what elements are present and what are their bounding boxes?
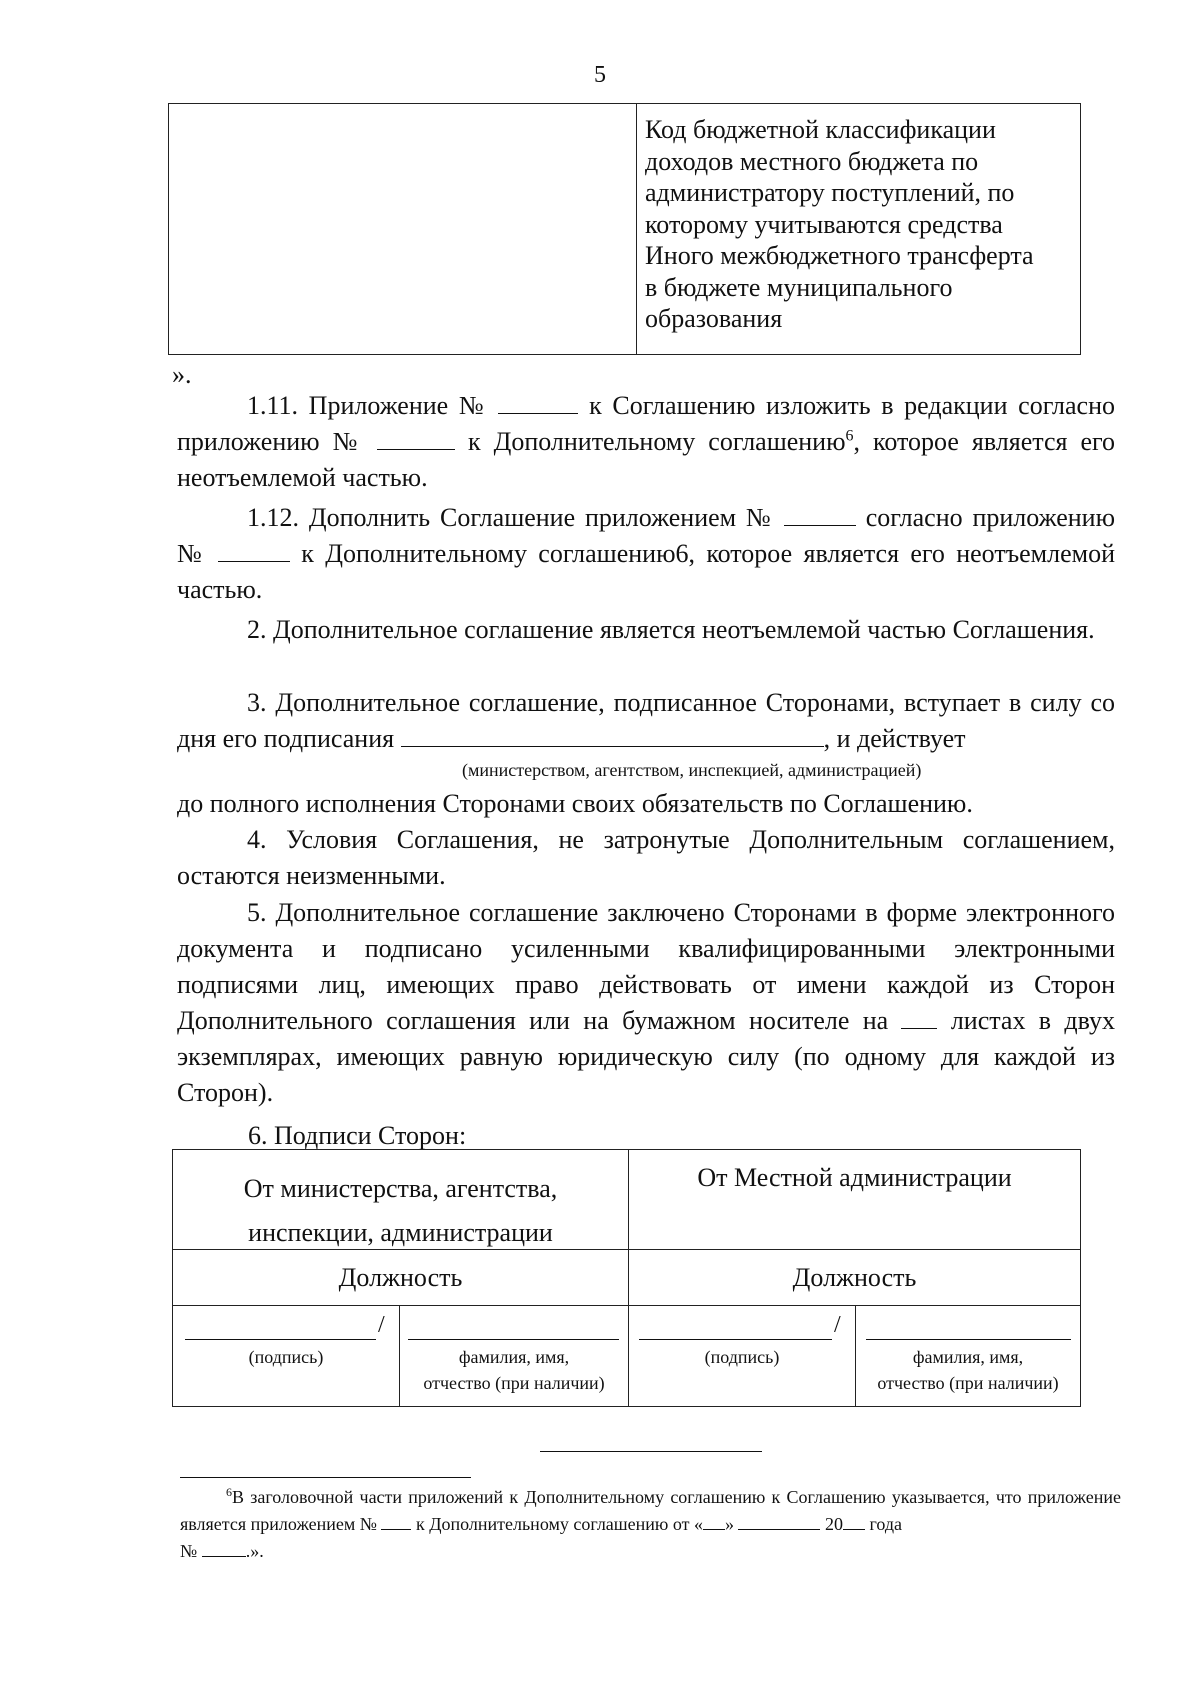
blank-line — [738, 1514, 820, 1530]
blank-line — [901, 1006, 937, 1029]
blank-line — [401, 724, 824, 747]
paragraph-4 — [177, 822, 1115, 894]
paragraph-text: к Дополнительному соглашению6, которое является его неотъемлемой частью. — [177, 539, 1116, 604]
name-caption-line: отчество (при наличии) — [423, 1373, 605, 1393]
paragraph-text: , которое является его неотъемлемой частью. — [177, 427, 1116, 492]
footnote-text: » — [724, 1514, 734, 1534]
footnote-text: В заголовочной части приложений к Дополнительному соглашению к Соглашению указывается, что приложение является приложением № — [180, 1487, 1121, 1534]
signature-cell-left — [173, 1306, 400, 1407]
paragraph-2 — [177, 612, 1115, 648]
paragraph-text: 5. Дополнительное соглашение заключено Сторонами в форме электронного документа и подписано усиленными квалифицированными электронными подписями лиц, имеющих право действовать от имени каждой из Сторон Дополнительного соглашения или на бумажном носителе на — [177, 898, 1115, 1035]
budget-code-line: доходов местного бюджета по — [645, 146, 979, 176]
budget-code-cell — [637, 104, 1081, 355]
budget-code-line: Код бюджетной классификации — [645, 115, 996, 144]
paragraph-3-cont — [177, 786, 1115, 822]
name-caption-line: отчество (при наличии) — [877, 1373, 1059, 1393]
name-line — [866, 1339, 1071, 1340]
name-caption-line: фамилия, имя, — [458, 1347, 570, 1367]
paragraph-text: 3. Дополнительное соглашение, подписанное Сторонами, вступает в силу со дня его подписания — [177, 688, 1115, 753]
paragraph-text: листах в двух экземплярах, имеющих равную юридическую силу (по одному для каждой из Сторон). — [177, 1006, 1116, 1107]
paragraph-text: согласно приложению № — [177, 503, 1116, 568]
signature-slash: / — [834, 1312, 841, 1338]
footnote-text: № — [180, 1541, 198, 1561]
paragraph-text: 1.11. Приложение № — [247, 391, 488, 420]
paragraph-1-12 — [177, 500, 1115, 608]
blank-line — [498, 391, 578, 414]
footnote-text: 20 — [824, 1514, 843, 1534]
paragraph-text: 4. Условия Соглашения, не затронутые Дополнительным соглашением, остаются неизменными. — [177, 825, 1115, 890]
administration-header-cell — [629, 1150, 1081, 1250]
paragraph-1-11 — [177, 388, 1115, 496]
paragraph-3 — [177, 685, 1115, 757]
footnote-text: .». — [245, 1541, 264, 1561]
ministry-header-line: инспекции, администрации — [248, 1218, 553, 1247]
name-cell-right — [856, 1306, 1081, 1407]
blank-line — [784, 503, 856, 526]
signatures-title: 6. Подписи Сторон: — [248, 1121, 467, 1150]
signature-slash: / — [378, 1312, 385, 1338]
budget-code-line: администратору поступлений, по — [645, 178, 1015, 207]
ministry-header-cell — [173, 1150, 629, 1250]
paragraph-text: к Соглашению изложить в редакции согласно приложению № — [177, 391, 1116, 456]
paragraph-text: , и действует — [823, 724, 966, 753]
position-cell-right: Должность — [629, 1250, 1081, 1306]
name-caption — [856, 1344, 1080, 1396]
signature-line — [185, 1339, 376, 1340]
signature-cell-right — [629, 1306, 856, 1407]
signature-caption: (подпись) — [704, 1347, 780, 1367]
blank-line — [381, 1514, 411, 1530]
ministry-header-line: От министерства, агентства, — [243, 1174, 558, 1203]
paragraph-text: к Дополнительному соглашению — [467, 427, 846, 456]
page-number: 5 — [594, 62, 606, 88]
budget-code-line: которому учитываются средства — [645, 209, 1003, 239]
budget-code-line: Иного межбюджетного трансферта — [645, 241, 1034, 270]
blank-line — [703, 1514, 725, 1530]
budget-code-text — [637, 104, 1080, 335]
budget-code-table — [168, 103, 1081, 355]
administration-header: От Местной администрации — [697, 1163, 1012, 1192]
footnote-divider — [180, 1477, 471, 1478]
budget-code-empty-cell — [169, 104, 637, 355]
budget-code-line: в бюджете муниципального — [645, 272, 953, 302]
blank-line — [377, 427, 455, 450]
paragraph-text: до полного исполнения Сторонами своих обязательств по Соглашению. — [177, 789, 973, 818]
authority-caption: (министерством, агентством, инспекцией, администрацией) — [462, 760, 922, 780]
signature-caption: (подпись) — [248, 1347, 324, 1367]
name-caption-line: фамилия, имя, — [912, 1347, 1024, 1367]
blank-line — [202, 1541, 246, 1557]
footnote-text: к Дополнительному соглашению от « — [415, 1514, 703, 1534]
name-caption — [400, 1344, 628, 1396]
signature-line — [639, 1339, 832, 1340]
closing-quote: ». — [172, 360, 192, 389]
footnote — [180, 1484, 1121, 1565]
paragraph-5 — [177, 895, 1115, 1111]
section-divider — [540, 1451, 762, 1452]
paragraph-text: 1.12. Дополнить Соглашение приложением № — [247, 503, 775, 532]
blank-line — [843, 1514, 865, 1530]
budget-code-line: образования — [645, 304, 783, 333]
footnote-text: года — [869, 1514, 903, 1534]
name-line — [408, 1339, 619, 1340]
signatures-table — [172, 1149, 1081, 1407]
position-cell-left: Должность — [173, 1250, 629, 1306]
paragraph-text: 2. Дополнительное соглашение является неотъемлемой частью Соглашения. — [247, 615, 1095, 644]
footnote-ref: 6 — [845, 427, 854, 445]
blank-line — [218, 539, 290, 562]
footnote-marker: 6 — [226, 1485, 232, 1499]
name-cell-left — [400, 1306, 629, 1407]
